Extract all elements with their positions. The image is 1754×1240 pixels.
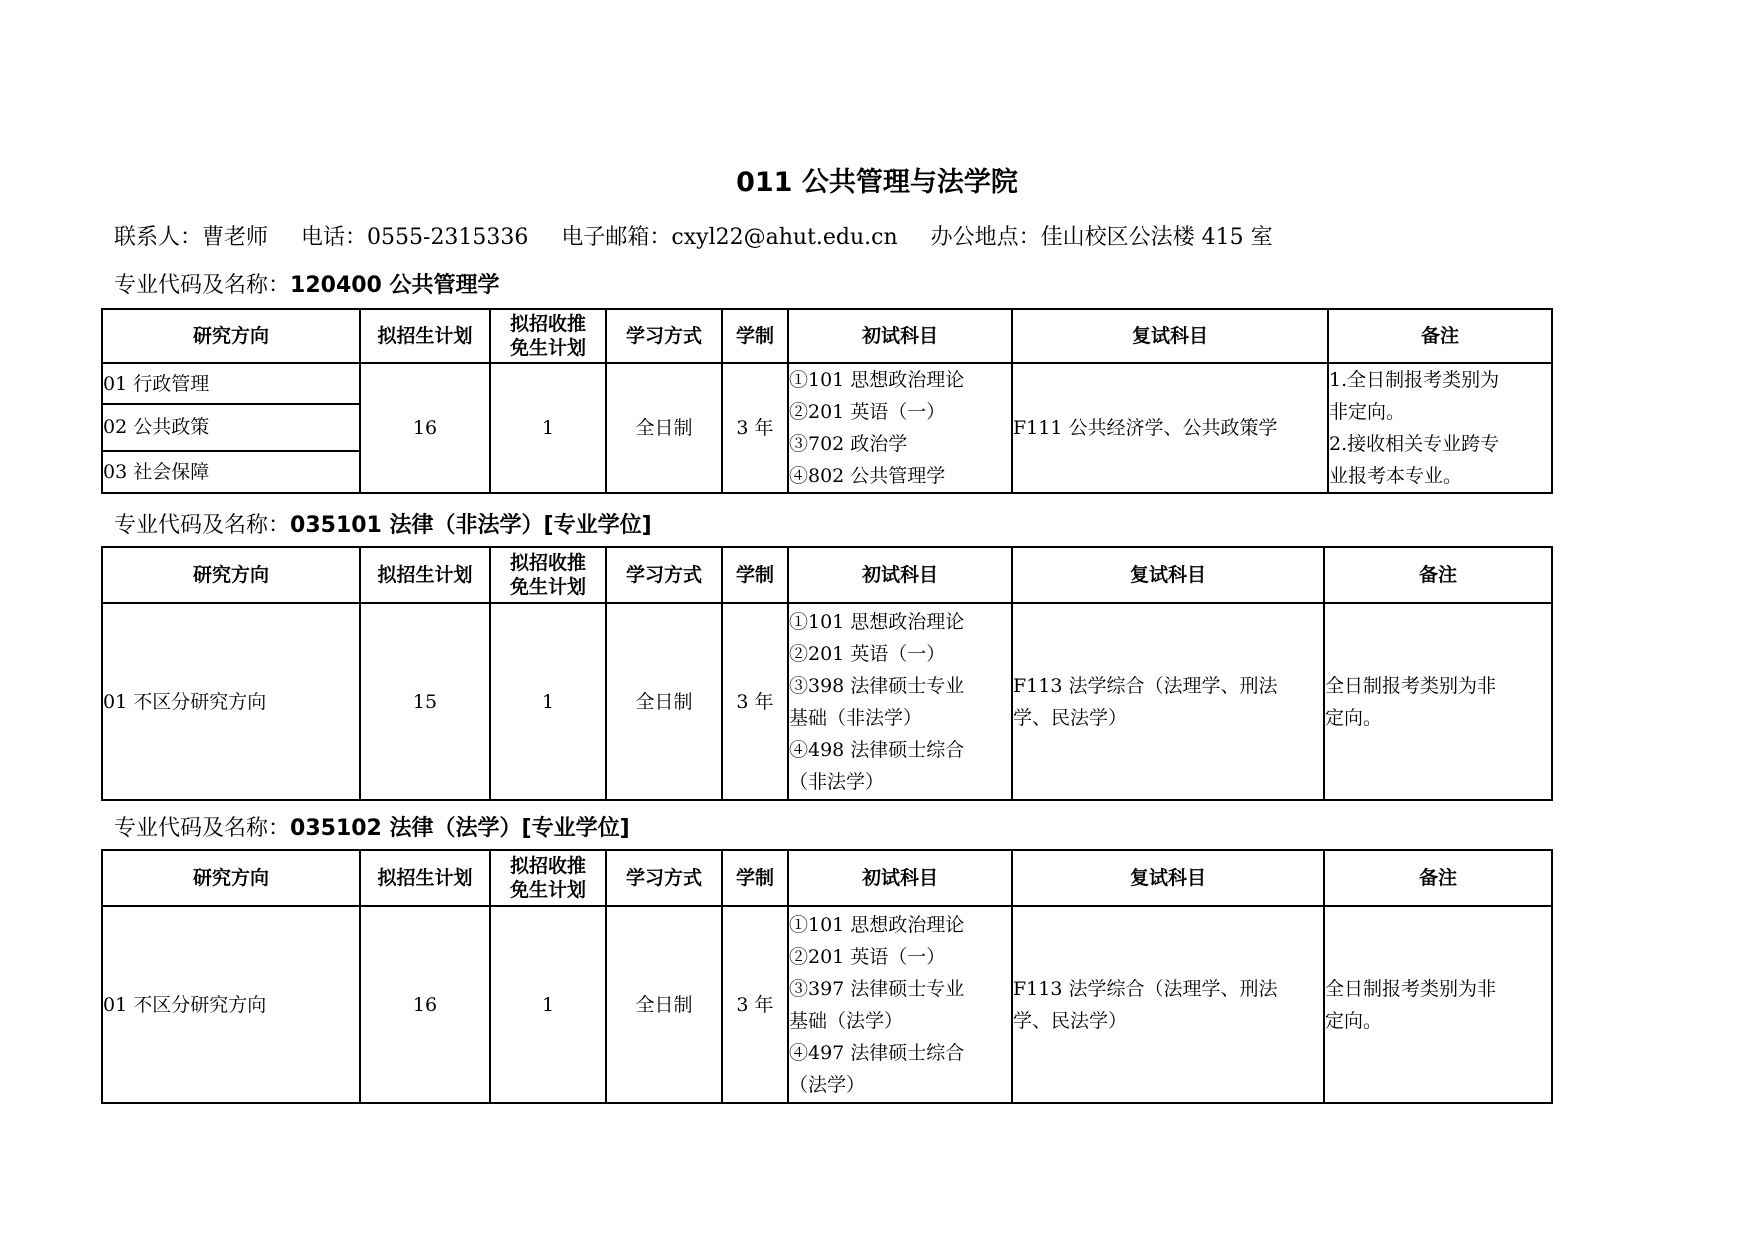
direction-cell: 02 公共政策	[102, 404, 360, 450]
mode-cell: 全日制	[606, 906, 722, 1103]
header-direction: 研究方向	[102, 850, 360, 906]
header-direction: 研究方向	[102, 547, 360, 603]
page-title: 011 公共管理与法学院	[736, 167, 1018, 198]
years-cell: 3 年	[722, 603, 788, 800]
major-table	[101, 849, 1553, 1104]
plan-cell: 16	[360, 363, 490, 493]
major-code: 035102 法律（法学）[专业学位]	[290, 816, 630, 841]
direction-cell: 01 行政管理	[102, 363, 360, 404]
note-cell: 全日制报考类别为非 定向。	[1324, 603, 1552, 800]
retest-cell: F113 法学综合（法理学、刑法 学、民法学）	[1012, 603, 1324, 800]
direction-cell: 01 不区分研究方向	[102, 603, 360, 800]
header-exempt: 拟招收推 免生计划	[490, 309, 606, 363]
exam-cell: ①101 思想政治理论 ②201 英语（一） ③398 法律硕士专业 基础（非法学） ④498 法律硕士综合 （非法学）	[788, 603, 1012, 800]
header-plan: 拟招生计划	[360, 309, 490, 363]
contact-line	[114, 220, 1299, 251]
header-note: 备注	[1324, 850, 1552, 906]
header-note: 备注	[1324, 547, 1552, 603]
exam-cell: ①101 思想政治理论 ②201 英语（一） ③397 法律硕士专业 基础（法学） ④497 法律硕士综合 （法学）	[788, 906, 1012, 1103]
plan-cell: 16	[360, 906, 490, 1103]
header-direction: 研究方向	[102, 309, 360, 363]
header-years: 学制	[722, 850, 788, 906]
plan-cell: 15	[360, 603, 490, 800]
major-label: 专业代码及名称：	[114, 273, 291, 298]
major-label: 专业代码及名称：	[114, 816, 291, 841]
direction-cell: 03 社会保障	[102, 451, 360, 493]
major-heading	[114, 811, 630, 842]
header-years: 学制	[722, 547, 788, 603]
contact-phone: 电话：0555-2315336	[301, 225, 529, 250]
note-cell: 1.全日制报考类别为 非定向。 2.接收相关专业跨专 业报考本专业。	[1328, 363, 1552, 493]
exam-cell: ①101 思想政治理论 ②201 英语（一） ③702 政治学 ④802 公共管理学	[788, 363, 1012, 493]
major-table	[101, 546, 1553, 801]
years-cell: 3 年	[722, 906, 788, 1103]
contact-office: 办公地点：佳山校区公法楼 415 室	[930, 225, 1273, 250]
header-mode: 学习方式	[606, 547, 722, 603]
direction-cell: 01 不区分研究方向	[102, 906, 360, 1103]
exempt-cell: 1	[490, 603, 606, 800]
retest-cell: F111 公共经济学、公共政策学	[1012, 363, 1328, 493]
header-plan: 拟招生计划	[360, 850, 490, 906]
major-code: 120400 公共管理学	[290, 273, 500, 298]
header-plan: 拟招生计划	[360, 547, 490, 603]
years-cell: 3 年	[722, 363, 788, 493]
major-code: 035101 法律（非法学）[专业学位]	[290, 513, 652, 538]
header-exempt: 拟招收推 免生计划	[490, 547, 606, 603]
header-retest: 复试科目	[1012, 309, 1328, 363]
header-mode: 学习方式	[606, 850, 722, 906]
header-exam: 初试科目	[788, 547, 1012, 603]
mode-cell: 全日制	[606, 603, 722, 800]
note-cell: 全日制报考类别为非 定向。	[1324, 906, 1552, 1103]
major-heading	[114, 508, 652, 539]
major-label: 专业代码及名称：	[114, 513, 291, 538]
header-exam: 初试科目	[788, 309, 1012, 363]
header-mode: 学习方式	[606, 309, 722, 363]
retest-cell: F113 法学综合（法理学、刑法 学、民法学）	[1012, 906, 1324, 1103]
major-table	[101, 308, 1553, 494]
header-retest: 复试科目	[1012, 547, 1324, 603]
major-heading	[114, 268, 500, 299]
header-exam: 初试科目	[788, 850, 1012, 906]
mode-cell: 全日制	[606, 363, 722, 493]
header-note: 备注	[1328, 309, 1552, 363]
header-retest: 复试科目	[1012, 850, 1324, 906]
contact-email: 电子邮箱：cxyl22@ahut.edu.cn	[561, 225, 898, 250]
contact-person: 联系人：曹老师	[114, 225, 269, 250]
exempt-cell: 1	[490, 906, 606, 1103]
header-years: 学制	[722, 309, 788, 363]
header-exempt: 拟招收推 免生计划	[490, 850, 606, 906]
exempt-cell: 1	[490, 363, 606, 493]
